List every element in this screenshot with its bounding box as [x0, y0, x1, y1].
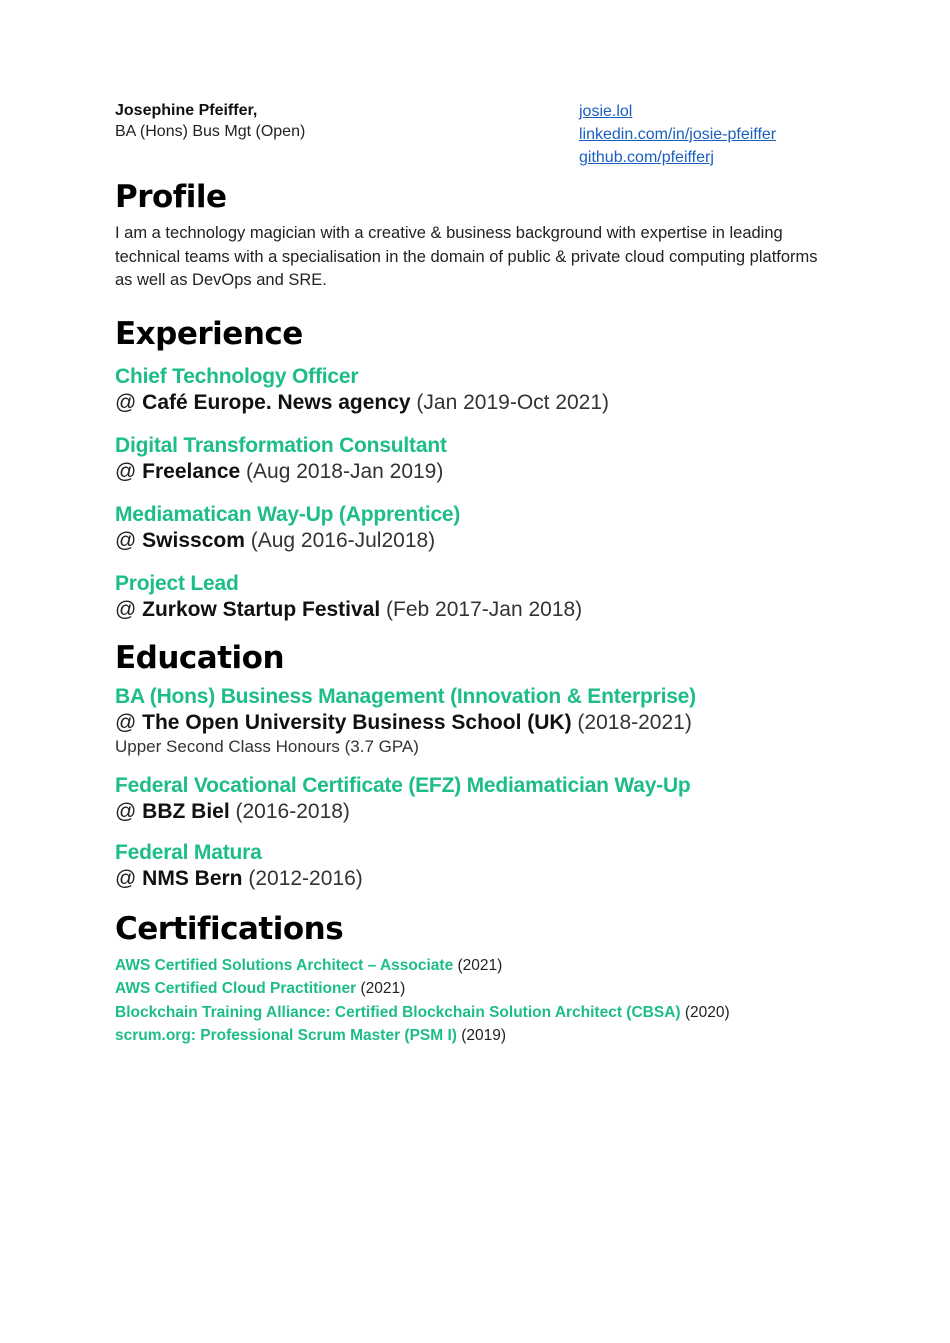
organization-name: Café Europe. News agency	[142, 390, 411, 414]
experience-entry	[115, 501, 835, 554]
certification-year: (2021)	[453, 956, 503, 974]
school-line	[115, 866, 835, 892]
school-name: NMS Bern	[142, 866, 243, 890]
certification-year: (2020)	[680, 1003, 730, 1021]
resume-content	[115, 176, 835, 1048]
education-note: Upper Second Class Honours (3.7 GPA)	[115, 736, 419, 756]
degree-title: Federal Matura	[115, 840, 262, 864]
education-section	[115, 637, 835, 892]
job-organization	[115, 459, 835, 485]
job-dates: (Feb 2017-Jan 2018)	[380, 597, 583, 621]
at-symbol: @	[115, 710, 143, 734]
education-dates: (2016-2018)	[229, 799, 350, 823]
job-title: Chief Technology Officer	[115, 364, 359, 388]
organization-name: Freelance	[142, 459, 241, 483]
school-line	[115, 799, 835, 825]
job-dates: (Aug 2016-Jul2018)	[244, 528, 436, 552]
certification-year: (2021)	[356, 980, 406, 997]
experience-entry	[115, 363, 835, 416]
education-dates: (2012-2016)	[242, 866, 363, 890]
at-symbol: @	[115, 866, 143, 890]
job-organization	[115, 390, 835, 416]
website-link[interactable]: josie.lol	[579, 103, 633, 120]
header-identity	[115, 100, 305, 142]
experience-section	[115, 313, 835, 623]
certification-item	[115, 977, 835, 1001]
at-symbol: @	[115, 528, 143, 552]
certification-name: AWS Certified Solutions Architect – Associate	[115, 956, 454, 974]
job-title: Digital Transformation Consultant	[115, 433, 447, 457]
certification-item	[115, 1024, 835, 1048]
job-dates: (Jan 2019-Oct 2021)	[410, 390, 610, 414]
certification-list	[115, 954, 835, 1048]
job-title: Project Lead	[115, 571, 239, 595]
at-symbol: @	[115, 390, 143, 414]
school-line	[115, 710, 835, 736]
profile-text: I am a technology magician with a creative & business background with expertise in leading technical teams with a specialisation in the domain of public & private cloud computing platforms as well as DevOps and SRE.	[115, 224, 818, 289]
job-title: Mediamatican Way-Up (Apprentice)	[115, 502, 461, 526]
certifications-section	[115, 908, 835, 1048]
degree-title: BA (Hons) Business Management (Innovation & Enterprise)	[115, 684, 696, 708]
education-dates: (2018-2021)	[571, 710, 692, 734]
job-dates: (Aug 2018-Jan 2019)	[240, 459, 444, 483]
at-symbol: @	[115, 597, 143, 621]
person-name: Josephine Pfeiffer,	[115, 102, 258, 119]
linkedin-link[interactable]: linkedin.com/in/josie-pfeiffer	[579, 126, 777, 143]
certification-item	[115, 1001, 835, 1025]
education-entry	[115, 839, 835, 892]
github-link[interactable]: github.com/pfeifferj	[579, 149, 714, 166]
education-entry	[115, 772, 835, 825]
job-organization	[115, 597, 835, 623]
education-heading: Education	[115, 639, 285, 676]
person-degree: BA (Hons) Bus Mgt (Open)	[115, 123, 306, 140]
school-name: The Open University Business School (UK)	[142, 710, 572, 734]
certification-name: Blockchain Training Alliance: Certified Blockchain Solution Architect (CBSA)	[115, 1003, 681, 1021]
certification-name: AWS Certified Cloud Practitioner	[115, 980, 357, 997]
header-links	[579, 100, 776, 169]
experience-entry	[115, 432, 835, 485]
profile-heading: Profile	[115, 179, 227, 215]
education-entry	[115, 683, 835, 758]
certification-item	[115, 954, 835, 978]
certification-year: (2019)	[456, 1027, 507, 1044]
certifications-heading: Certifications	[115, 910, 344, 947]
organization-name: Swisscom	[142, 528, 245, 552]
experience-entry	[115, 570, 835, 623]
degree-title: Federal Vocational Certificate (EFZ) Mediamatician Way-Up	[115, 773, 691, 797]
certification-name: scrum.org: Professional Scrum Master (PSM I)	[115, 1027, 457, 1044]
school-name: BBZ Biel	[142, 799, 230, 823]
at-symbol: @	[115, 799, 143, 823]
job-organization	[115, 528, 835, 554]
experience-heading: Experience	[115, 315, 303, 352]
profile-section	[115, 176, 835, 293]
at-symbol: @	[115, 459, 143, 483]
organization-name: Zurkow Startup Festival	[142, 597, 381, 621]
